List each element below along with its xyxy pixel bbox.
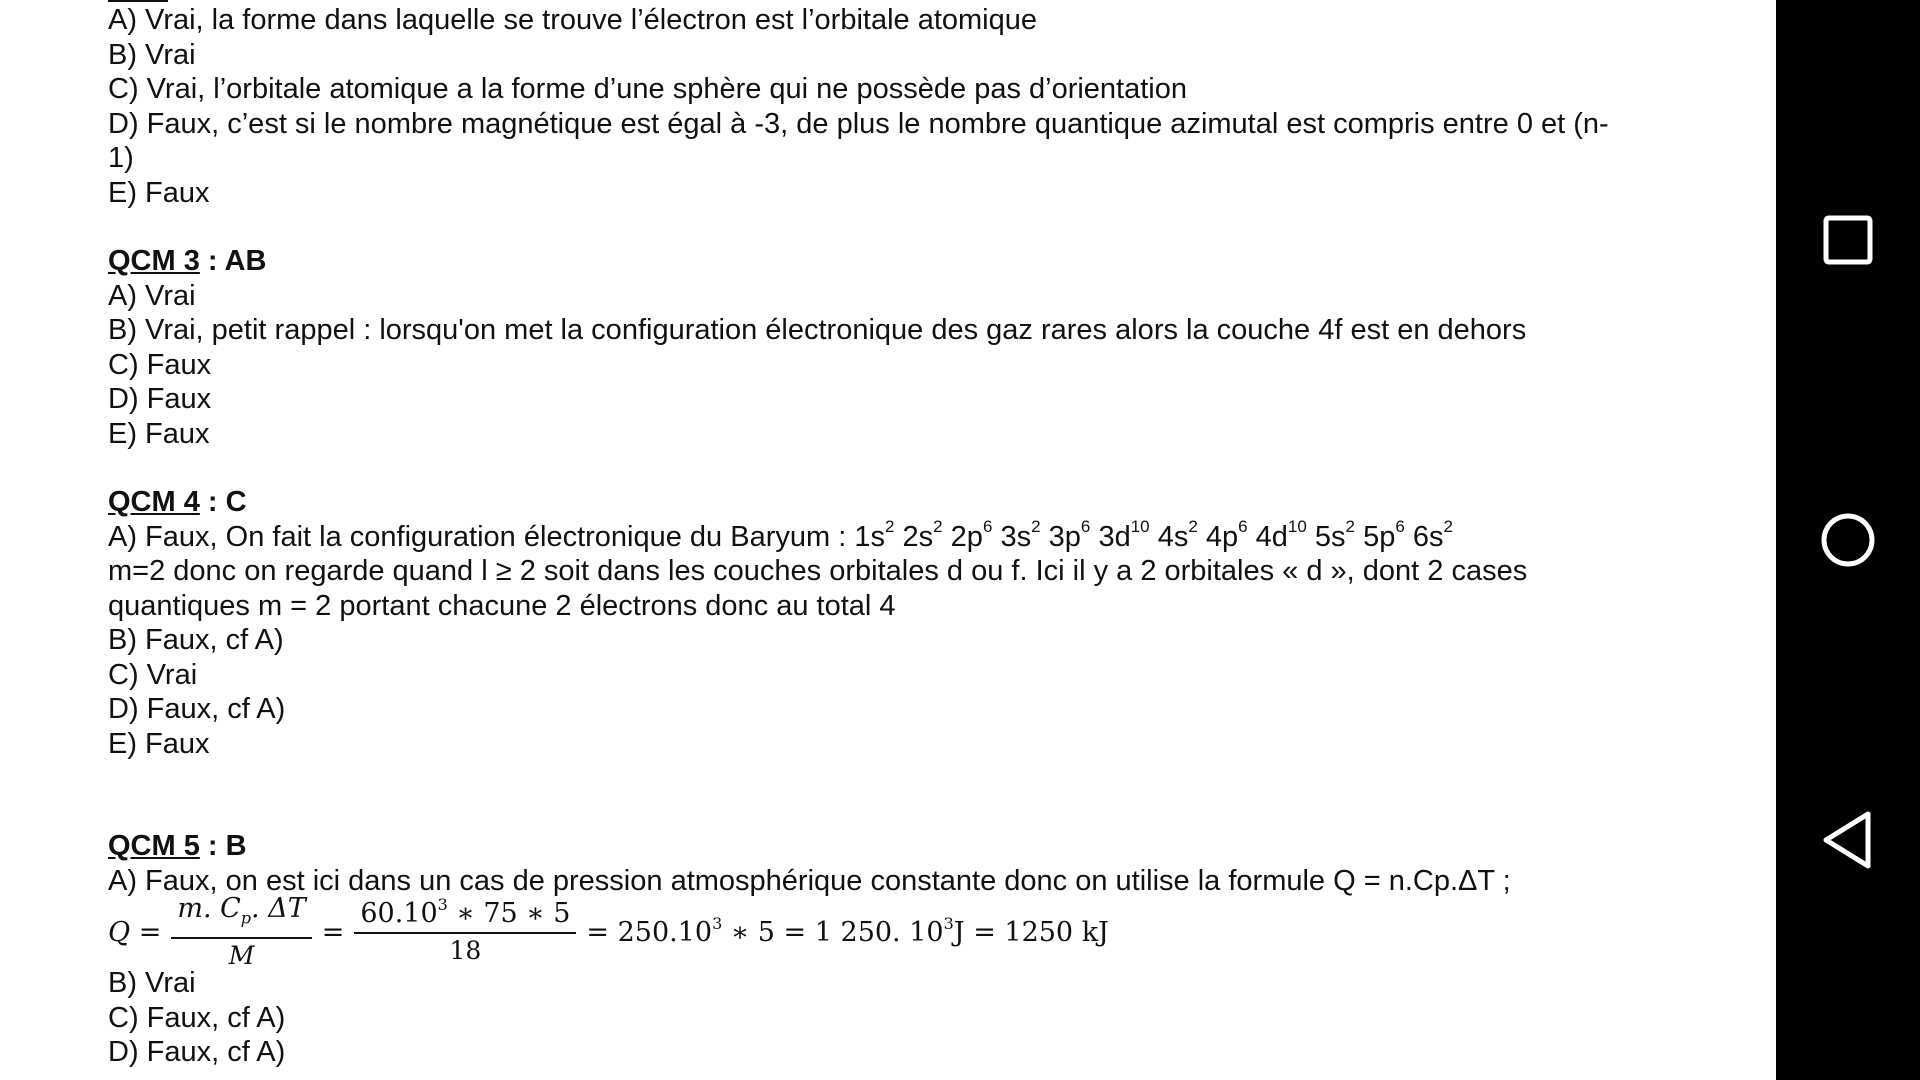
qcm4-answer-a-text: A) Faux, On fait la configuration électronique du Baryum : [108, 520, 855, 553]
qcm2-answer-b: B) Vrai [108, 38, 196, 71]
qcm3-label: QCM 3 [108, 245, 200, 277]
orbital-electron-count: 2 [1345, 516, 1356, 536]
qcm3-answer-d: D) Faux [108, 383, 212, 415]
formula-equals: = [321, 916, 345, 948]
divider [108, 0, 168, 2]
numerator-exponent: 3 [437, 895, 448, 914]
formula-fraction-2 [354, 895, 576, 966]
orbital-term: $2s^2$ [902, 516, 943, 553]
fraction-2-numerator [354, 895, 576, 934]
orbital-electron-count: 2 [1188, 516, 1198, 536]
formula-fraction-1 [171, 893, 311, 970]
qcm4-answer-b: B) Faux, cf A) [108, 624, 284, 656]
orbital-term: $4s^2$ [1157, 516, 1198, 553]
orbital-term: $3p^6$ [1048, 516, 1091, 553]
qcm2-answer-e: E) Faux [108, 176, 210, 209]
qcm5-label: QCM 5 [108, 830, 200, 862]
qcm3-answer-b: B) Vrai, petit rappel : lorsqu'on met la configuration électronique des gaz rares alors la couche 4f est en dehors [108, 314, 1527, 346]
qcm4-answer-a-line2: m=2 donc on regarde quand l ≥ 2 soit dans les couches orbitales d ou f. Ici il y a 2 orbitales « d », dont 2 cases [108, 555, 1528, 587]
home-circle-icon[interactable] [1798, 490, 1898, 590]
qcm5-heading [108, 829, 1668, 864]
orbital-term: $2p^6$ [950, 516, 993, 553]
qcm4-answer-c: C) Vrai [108, 658, 198, 691]
spacer [108, 451, 1668, 485]
back-triangle-icon[interactable] [1798, 790, 1898, 890]
recents-square-icon[interactable] [1798, 190, 1898, 290]
qcm4-label: QCM 4 [108, 486, 200, 518]
qcm3-answer-a: A) Vrai [108, 279, 196, 312]
qcm2-answer-d-cont: 1) [108, 142, 134, 174]
qcm4-answer-d: D) Faux, cf A) [108, 693, 286, 725]
orbital-electron-count: 2 [1031, 516, 1041, 536]
formula-result [586, 913, 1109, 948]
orbital-electron-count: 6 [1395, 516, 1405, 536]
orbital-term: $4p^6$ [1205, 516, 1248, 553]
fraction-1-numerator [171, 893, 311, 938]
orbital-electron-count: 2 [884, 516, 895, 536]
qcm5-answer-d: D) Faux, cf A) [108, 1036, 286, 1068]
numerator-tail: ∗ 75 ∗ 5 [447, 898, 571, 929]
orbital-term: $4d^{10}$ [1255, 516, 1307, 553]
result-part: = 250.10 [586, 916, 713, 948]
result-part: J = 1250 kJ [953, 916, 1109, 948]
orbital-term: $6s^2$ [1412, 516, 1453, 553]
fraction-1-denominator: M [228, 940, 255, 970]
orbital-electron-count: 2 [1443, 516, 1453, 536]
qcm5-answer-a: A) Faux, on est ici dans un cas de pression atmosphérique constante donc on utilise la formule Q = n.Cp.ΔT ; [108, 864, 1511, 897]
fraction-2-denominator: 18 [449, 936, 482, 965]
orbital-electron-count: 10 [1130, 516, 1150, 536]
orbital-electron-count: 6 [1080, 516, 1091, 536]
qcm5-answer-key: : B [199, 830, 247, 862]
orbital-term: $3s^2$ [1000, 516, 1041, 553]
result-exponent: 3 [943, 913, 954, 933]
qcm3-answer-e: E) Faux [108, 417, 210, 450]
orbital-term: $5p^6$ [1363, 516, 1405, 553]
electron-configuration [854, 516, 1453, 553]
orbital-electron-count: 10 [1287, 516, 1307, 536]
heat-formula [108, 893, 1668, 970]
numerator-text: 60.10 [360, 898, 438, 929]
orbital-term: $5s^2$ [1314, 516, 1356, 553]
qcm4-answer-e: E) Faux [108, 727, 210, 760]
result-part: ∗ 5 = 1 250. 10 [722, 916, 944, 948]
numerator-tail: . ΔT [251, 893, 306, 925]
qcm4-answer-a-line3: quantiques m = 2 portant chacune 2 électrons donc au total 4 [108, 589, 896, 622]
android-navigation-bar [1776, 0, 1920, 1080]
orbital-electron-count: 6 [1238, 516, 1248, 536]
qcm3-answer-c: C) Faux [108, 348, 212, 381]
document-page [108, 3, 1668, 1070]
qcm4-answer-a [108, 516, 1668, 555]
spacer [108, 761, 1668, 829]
orbital-term: $3d^{10}$ [1098, 516, 1150, 553]
qcm4-answer-key: : C [199, 486, 247, 518]
qcm3-heading [108, 244, 1668, 279]
numerator-text: m. C [177, 893, 241, 925]
spacer [108, 210, 1668, 244]
qcm2-answer-a: A) Vrai, la forme dans laquelle se trouve l’électron est l’orbitale atomique [108, 4, 1038, 36]
orbital-term: $1s^2$ [854, 516, 895, 553]
qcm4-heading [108, 485, 1668, 520]
orbital-electron-count: 2 [933, 516, 943, 536]
qcm3-answer-key: : AB [199, 245, 267, 277]
numerator-subscript: p [240, 908, 252, 928]
qcm2-answer-c: C) Vrai, l’orbitale atomique a la forme d’une sphère qui ne possède pas d’orientation [108, 73, 1188, 105]
formula-lhs: Q = [108, 916, 162, 948]
result-exponent: 3 [712, 913, 723, 933]
qcm2-answer-d: D) Faux, c’est si le nombre magnétique est égal à -3, de plus le nombre quantique azimutal est compris entre 0 et (n- [108, 107, 1609, 140]
qcm5-answer-b: B) Vrai [108, 967, 196, 999]
orbital-electron-count: 6 [982, 516, 993, 536]
qcm5-answer-c: C) Faux, cf A) [108, 1001, 286, 1034]
